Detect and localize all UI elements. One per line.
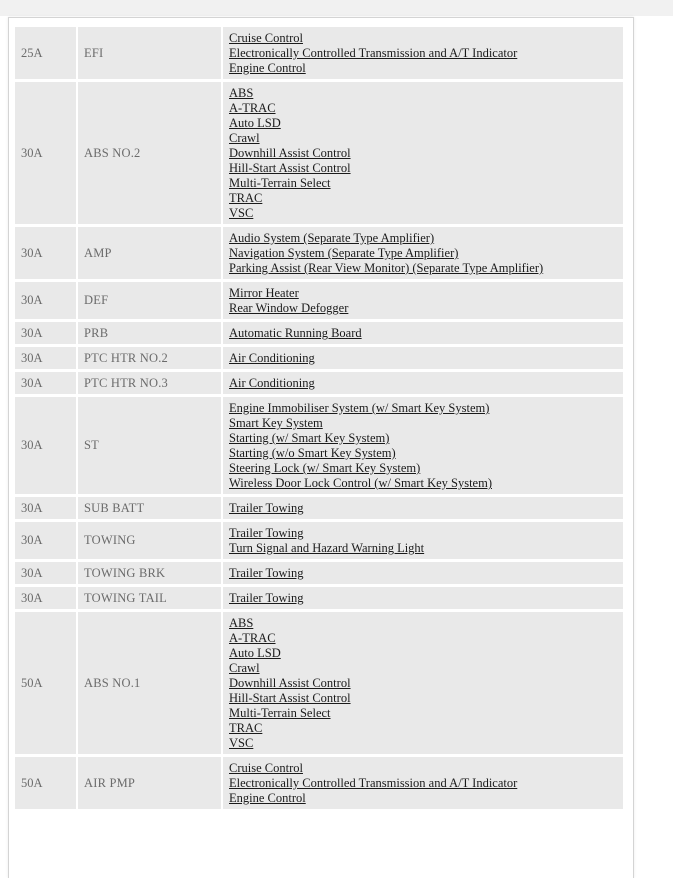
circuit-link[interactable]: ABS: [229, 86, 254, 100]
fuse-amperage: 30A: [15, 347, 78, 369]
circuit-link[interactable]: Engine Immobiliser System (w/ Smart Key System): [229, 401, 490, 415]
fuse-name: TOWING TAIL: [78, 587, 223, 609]
circuit-link[interactable]: Trailer Towing: [229, 566, 304, 580]
fuse-circuits: [223, 587, 623, 609]
circuit-link[interactable]: Electronically Controlled Transmission and A/T Indicator: [229, 776, 518, 790]
circuit-link[interactable]: Hill-Start Assist Control: [229, 691, 351, 705]
fuse-circuits: [223, 322, 623, 344]
fuse-amperage: 30A: [15, 522, 78, 559]
fuse-amperage: 30A: [15, 587, 78, 609]
fuse-row: [15, 497, 623, 519]
circuit-link[interactable]: Trailer Towing: [229, 501, 304, 515]
fuse-amperage: 30A: [15, 497, 78, 519]
circuit-link[interactable]: Smart Key System: [229, 416, 323, 430]
fuse-table-body: [15, 27, 623, 809]
fuse-amperage: 30A: [15, 562, 78, 584]
circuit-link[interactable]: Wireless Door Lock Control (w/ Smart Key System): [229, 476, 492, 490]
fuse-row: [15, 322, 623, 344]
circuit-link[interactable]: A-TRAC: [229, 631, 276, 645]
fuse-name: TOWING BRK: [78, 562, 223, 584]
fuse-name: AIR PMP: [78, 757, 223, 809]
fuse-name: EFI: [78, 27, 223, 79]
fuse-row: [15, 562, 623, 584]
fuse-name: PTC HTR NO.2: [78, 347, 223, 369]
circuit-link[interactable]: Engine Control: [229, 61, 306, 75]
circuit-link[interactable]: Cruise Control: [229, 761, 303, 775]
fuse-name: AMP: [78, 227, 223, 279]
fuse-row: [15, 347, 623, 369]
circuit-link[interactable]: Parking Assist (Rear View Monitor) (Separate Type Amplifier): [229, 261, 544, 275]
circuit-link[interactable]: Multi-Terrain Select: [229, 706, 331, 720]
fuse-amperage: 50A: [15, 612, 78, 754]
browser-top-strip: [0, 0, 673, 16]
circuit-link[interactable]: Air Conditioning: [229, 351, 315, 365]
circuit-link[interactable]: Audio System (Separate Type Amplifier): [229, 231, 435, 245]
circuit-link[interactable]: Mirror Heater: [229, 286, 299, 300]
circuit-link[interactable]: Crawl: [229, 661, 260, 675]
fuse-row: [15, 82, 623, 224]
fuse-row: [15, 372, 623, 394]
circuit-link[interactable]: Rear Window Defogger: [229, 301, 349, 315]
circuit-link[interactable]: Turn Signal and Hazard Warning Light: [229, 541, 425, 555]
circuit-link[interactable]: Auto LSD: [229, 646, 281, 660]
fuse-row: [15, 522, 623, 559]
fuse-row: [15, 27, 623, 79]
fuse-name: PTC HTR NO.3: [78, 372, 223, 394]
fuse-circuits: [223, 82, 623, 224]
circuit-link[interactable]: Multi-Terrain Select: [229, 176, 331, 190]
fuse-name: ABS NO.2: [78, 82, 223, 224]
circuit-link[interactable]: Automatic Running Board: [229, 326, 362, 340]
circuit-link[interactable]: Downhill Assist Control: [229, 146, 351, 160]
fuse-circuits: [223, 757, 623, 809]
fuse-name: ABS NO.1: [78, 612, 223, 754]
fuse-amperage: 30A: [15, 82, 78, 224]
fuse-row: [15, 227, 623, 279]
fuse-row: [15, 612, 623, 754]
fuse-name: TOWING: [78, 522, 223, 559]
circuit-link[interactable]: Electronically Controlled Transmission and A/T Indicator: [229, 46, 518, 60]
fuse-name: SUB BATT: [78, 497, 223, 519]
circuit-link[interactable]: A-TRAC: [229, 101, 276, 115]
circuit-link[interactable]: Engine Control: [229, 791, 306, 805]
fuse-amperage: 30A: [15, 397, 78, 494]
circuit-link[interactable]: Navigation System (Separate Type Amplifier): [229, 246, 459, 260]
fuse-name: ST: [78, 397, 223, 494]
content-frame: [8, 17, 634, 878]
fuse-circuits: [223, 347, 623, 369]
fuse-circuits: [223, 27, 623, 79]
circuit-link[interactable]: Starting (w/ Smart Key System): [229, 431, 390, 445]
fuse-amperage: 50A: [15, 757, 78, 809]
fuse-circuits: [223, 397, 623, 494]
fuse-circuits: [223, 372, 623, 394]
fuse-circuits: [223, 612, 623, 754]
fuse-table: [15, 24, 623, 812]
fuse-circuits: [223, 282, 623, 319]
circuit-link[interactable]: VSC: [229, 206, 254, 220]
fuse-row: [15, 397, 623, 494]
circuit-link[interactable]: TRAC: [229, 721, 263, 735]
fuse-name: PRB: [78, 322, 223, 344]
circuit-link[interactable]: ABS: [229, 616, 254, 630]
fuse-amperage: 30A: [15, 282, 78, 319]
fuse-row: [15, 757, 623, 809]
fuse-name: DEF: [78, 282, 223, 319]
circuit-link[interactable]: Cruise Control: [229, 31, 303, 45]
circuit-link[interactable]: TRAC: [229, 191, 263, 205]
circuit-link[interactable]: Trailer Towing: [229, 526, 304, 540]
fuse-amperage: 30A: [15, 227, 78, 279]
circuit-link[interactable]: VSC: [229, 736, 254, 750]
fuse-amperage: 30A: [15, 322, 78, 344]
circuit-link[interactable]: Air Conditioning: [229, 376, 315, 390]
fuse-circuits: [223, 562, 623, 584]
fuse-row: [15, 282, 623, 319]
fuse-row: [15, 587, 623, 609]
circuit-link[interactable]: Auto LSD: [229, 116, 281, 130]
circuit-link[interactable]: Hill-Start Assist Control: [229, 161, 351, 175]
fuse-circuits: [223, 522, 623, 559]
circuit-link[interactable]: Trailer Towing: [229, 591, 304, 605]
circuit-link[interactable]: Crawl: [229, 131, 260, 145]
circuit-link[interactable]: Steering Lock (w/ Smart Key System): [229, 461, 421, 475]
fuse-circuits: [223, 227, 623, 279]
circuit-link[interactable]: Downhill Assist Control: [229, 676, 351, 690]
fuse-amperage: 25A: [15, 27, 78, 79]
fuse-circuits: [223, 497, 623, 519]
fuse-amperage: 30A: [15, 372, 78, 394]
circuit-link[interactable]: Starting (w/o Smart Key System): [229, 446, 396, 460]
